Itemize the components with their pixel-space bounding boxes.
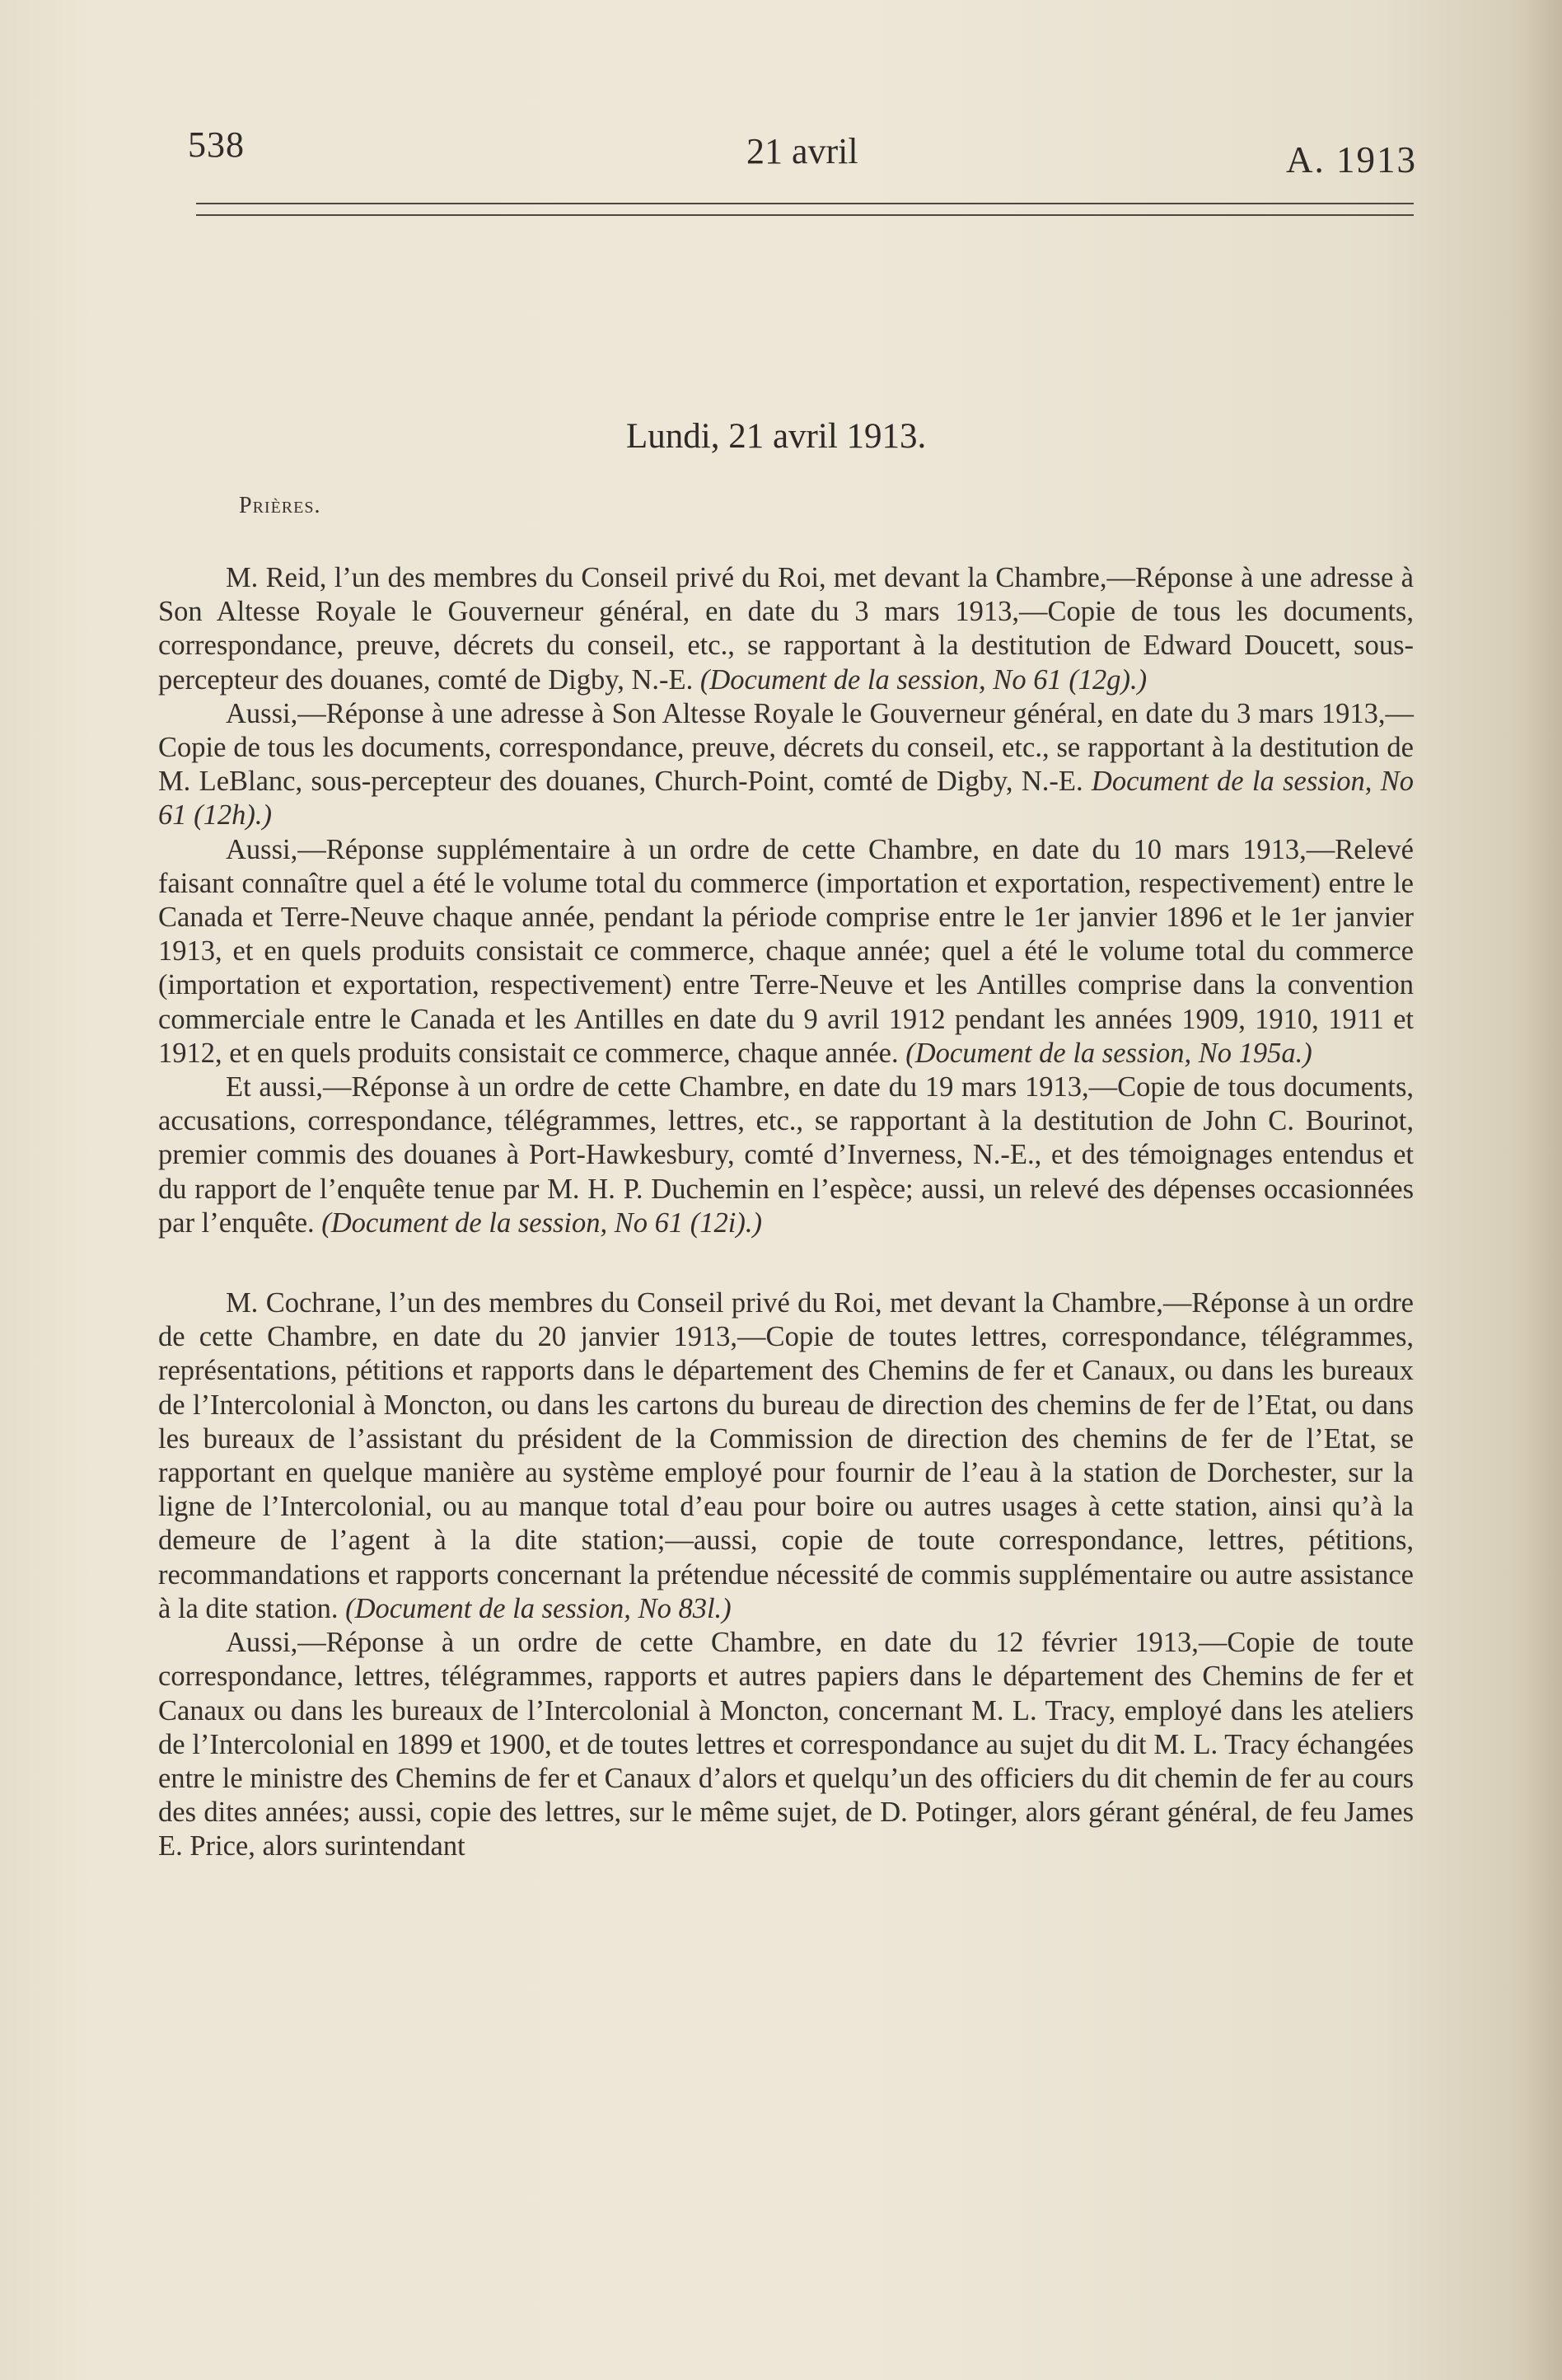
header-rule-top	[196, 203, 1414, 204]
paragraph-text: Aussi,—Réponse supplémentaire à un ordre de cette Chambre, en date du 10 mars 1913,—Relevé faisant connaître quel a été le volume total du commerce (importation et exportation, respectivement) entre le Canada et Terre-Neuve chaque année, pendant la période comprise entre le 1er janvier 1896 et le 1er janvier 1913, et en quels produits consistait ce commerce, chaque année; quel a été le volume total du commerce (importation et exportation, respectivement) entre Terre-Neuve et les Antilles comprise dans la convention commerciale entre le Canada et les Antilles en date du 9 avril 1912 pendant les années 1909, 1910, 1911 et 1912, et en quels produits consistait ce commerce, chaque année.	[158, 833, 1414, 1069]
paragraph-text: M. Cochrane, l’un des membres du Conseil privé du Roi, met devant la Chambre,—Réponse à un ordre de cette Chambre, en date du 20 janvier 1913,—Copie de toutes lettres, correspondance, télégrammes, représentations, pétitions et rapports dans le département des Chemins de fer et Canaux, ou dans les bureaux de l’Intercolonial à Moncton, ou dans les cartons du bureau de direction des chemins de fer de l’Etat, ou dans les bureaux de l’assistant du président de la Commission de direction des chemins de fer de l’Etat, se rapportant en quelque manière au système employé pour fournir de l’eau à la station de Dorchester, sur la ligne de l’Intercolonial, ou au manque total d’eau pour boire ou autres usages à cette station, ainsi qu’à la demeure de l’agent à la dite station;—aussi, copie de toute correspondance, lettres, pétitions, recommandations et rapports concernant la prétendue nécessité de commis supplémentaire ou autre assistance à la dite station.	[158, 1287, 1414, 1624]
paragraph-text: Aussi,—Réponse à une adresse à Son Altesse Royale le Gouverneur général, en date du 3 mars 1913,—Copie de tous les documents, correspondance, preuve, décrets du conseil, etc., se rapportant à la destitution de M. LeBlanc, sous-percepteur des douanes, Church-Point, comté de Digby, N.-E.	[158, 697, 1414, 798]
proceedings-text	[158, 561, 1414, 1864]
document-reference: (Document de la session, No 195a.)	[905, 1037, 1312, 1069]
paragraph-text: M. Reid, l’un des membres du Conseil privé du Roi, met devant la Chambre,—Réponse à une adresse à Son Altesse Royale le Gouverneur général, en date du 3 mars 1913,—Copie de tous les documents, correspondance, preuve, décrets du conseil, etc., se rapportant à la destitution de Edward Doucett, sous-percepteur des douanes, comté de Digby, N.-E.	[158, 562, 1414, 696]
header-double-rule	[196, 203, 1414, 219]
document-reference: (Document de la session, No 61 (12i).)	[321, 1206, 762, 1239]
document-reference: (Document de la session, No 83l.)	[345, 1592, 732, 1624]
paragraph-tracy	[158, 1626, 1414, 1863]
page-header	[188, 124, 1417, 181]
running-date: 21 avril	[746, 131, 858, 171]
paragraph-leblanc	[158, 697, 1414, 833]
page-edge-shadow	[1524, 0, 1562, 2380]
paragraph-commerce-return	[158, 833, 1414, 1071]
paragraph-cochrane-dorchester	[158, 1286, 1414, 1626]
paragraph-bourinot	[158, 1071, 1414, 1240]
document-reference: (Document de la session, No 61 (12g).)	[699, 663, 1148, 696]
sitting-date-heading: Lundi, 21 avril 1913.	[626, 417, 927, 456]
paragraph-text: Et aussi,—Réponse à un ordre de cette Chambre, en date du 19 mars 1913,—Copie de tous documents, accusations, correspondance, télégrammes, lettres, etc., se rapportant à la destitution de John C. Bourinot, premier commis des douanes à Port-Hawkesbury, comté d’Inverness, N.-E., et des témoignages entendus et du rapport de l’enquête tenue par M. H. P. Duchemin en l’espèce; aussi, un relevé des dépenses occasionnées par l’enquête.	[158, 1071, 1414, 1239]
header-rule-bottom	[196, 214, 1414, 216]
document-reference: Document de la session, No 61 (12h).)	[158, 766, 1414, 832]
prayers-label: Prières.	[239, 493, 321, 518]
year-marker: A. 1913	[1286, 139, 1417, 180]
section-gap	[158, 1240, 1414, 1286]
paragraph-text: Aussi,—Réponse à un ordre de cette Chambre, en date du 12 février 1913,—Copie de toute correspondance, lettres, télégrammes, rapports et autres papiers dans le département des Chemins de fer et Canaux ou dans les bureaux de l’Intercolonial à Moncton, concernant M. L. Tracy, employé dans les ateliers de l’Intercolonial en 1899 et 1900, et de toutes lettres et correspondance au sujet du dit M. L. Tracy échangées entre le ministre des Chemins de fer et Canaux d’alors et quelqu’un des officiers du dit chemin de fer au cours des dites années; aussi, copie des lettres, sur le même sujet, de D. Potinger, alors gérant général, de feu James E. Price, alors surintendant	[158, 1627, 1414, 1862]
page-number: 538	[188, 124, 245, 165]
paragraph-reid-doucett	[158, 561, 1414, 697]
